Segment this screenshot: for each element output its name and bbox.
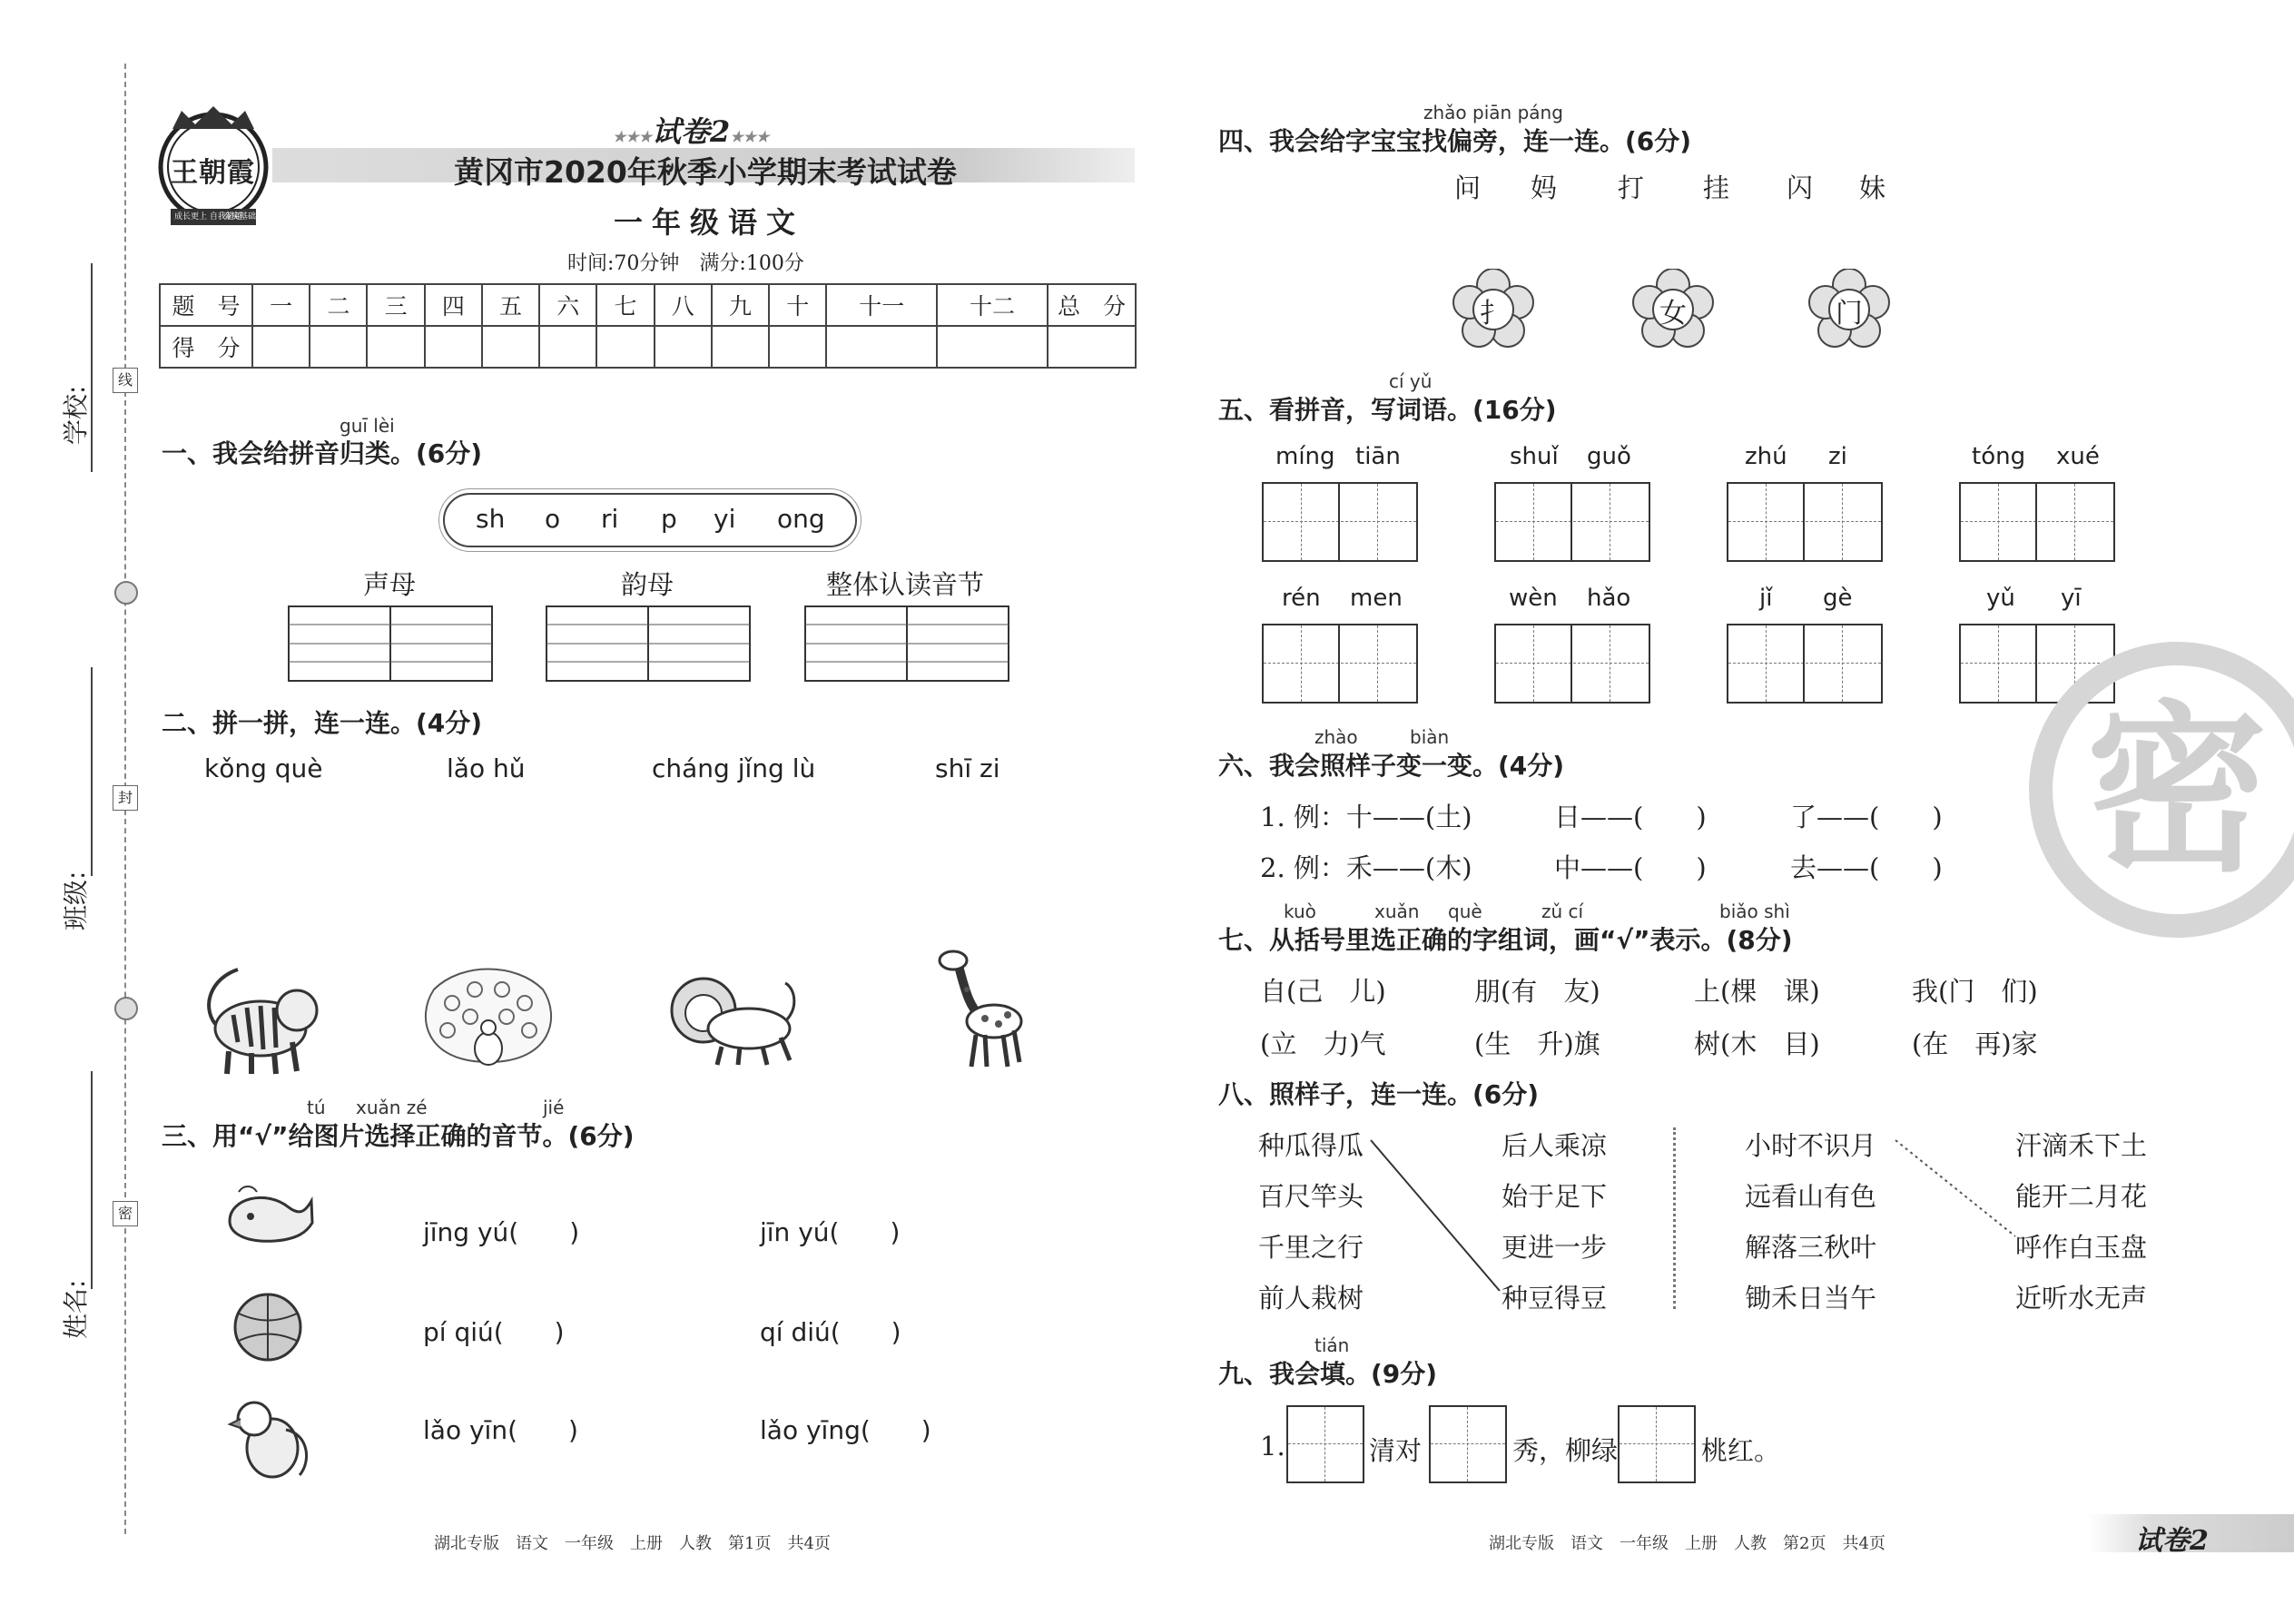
exam-banner (613, 109, 769, 151)
score-cell: 总 分 (1048, 284, 1136, 326)
score-cell: 三 (367, 284, 424, 326)
q3-option[interactable]: jīn yú( ) (760, 1217, 901, 1247)
q3-title: 三、用“√”给图片选择正确的音节。(6分) (162, 1121, 635, 1151)
q9-writing-grid[interactable] (1286, 1405, 1364, 1483)
q6-example: 2. 例：禾——(木) (1260, 852, 1472, 883)
q5-syllable: men (1350, 585, 1403, 612)
q8-phrase[interactable]: 前人栽树 (1258, 1283, 1364, 1314)
q5-syllable: xué (2056, 443, 2100, 470)
q2-word: kǒng què (204, 753, 323, 783)
q5-syllable: yī (2061, 585, 2082, 612)
page-footer-right: 湖北专版 语文 一年级 上册 人教 第2页 共4页 (1489, 1534, 1885, 1553)
q1-item: ri (601, 504, 619, 534)
q7-item[interactable]: (立 力)气 (1260, 1029, 1386, 1059)
score-cell: 八 (655, 284, 712, 326)
school-line (91, 263, 93, 472)
score-cell: 九 (712, 284, 769, 326)
q9-text: 桃红。 (1701, 1435, 1781, 1466)
q9-pinyin: tián (1314, 1334, 1350, 1356)
score-cell: 十二 (937, 284, 1048, 326)
q4-char: 挂 (1703, 172, 1730, 203)
q1-answer-grid[interactable] (804, 605, 1013, 684)
page-footer-left: 湖北专版 语文 一年级 上册 人教 第1页 共4页 (434, 1534, 831, 1553)
q8-phrase[interactable]: 后人乘凉 (1501, 1130, 1608, 1161)
name-line (91, 1071, 93, 1289)
q8-phrase[interactable]: 近听水无声 (2015, 1283, 2148, 1314)
q6-blank[interactable]: 中——( ) (1554, 852, 1707, 883)
q7-item[interactable]: 朋(有 友) (1474, 976, 1600, 1007)
score-input[interactable] (937, 326, 1048, 368)
score-input[interactable] (252, 326, 310, 368)
q7-item[interactable]: 树(木 目) (1694, 1029, 1820, 1059)
score-cell: 六 (539, 284, 596, 326)
name-label: 姓名: (61, 1279, 91, 1339)
q8-title: 八、照样子，连一连。(6分) (1218, 1079, 1540, 1109)
q3-option[interactable]: jīng yú( ) (423, 1217, 580, 1247)
q5-pinyin: cí yǔ (1389, 370, 1433, 392)
watermark-char: 密 (2085, 685, 2269, 897)
q5-writing-grid[interactable] (1494, 624, 1650, 704)
q8-phrase[interactable]: 能开二月花 (2015, 1181, 2148, 1212)
q8-phrase[interactable]: 种豆得豆 (1501, 1283, 1608, 1314)
q5-syllable: jǐ (1759, 585, 1773, 612)
score-input[interactable] (712, 326, 769, 368)
q5-syllable: wèn (1509, 585, 1558, 612)
score-input[interactable] (769, 326, 826, 368)
q5-writing-grid[interactable] (1959, 482, 2115, 562)
time-info: 时间:70分钟 满分:100分 (567, 252, 804, 275)
score-input[interactable] (425, 326, 482, 368)
q3-pinyin: tú (307, 1097, 326, 1118)
q5-syllable: gè (1823, 585, 1853, 612)
q2-word: cháng jǐng lù (652, 753, 816, 783)
whale-picture (225, 1185, 316, 1250)
q2-title: 二、拼一拼，连一连。(4分) (162, 708, 483, 738)
q1-category: 整体认读音节 (826, 569, 985, 600)
seal-dot-icon (114, 581, 138, 605)
seal-char-3: 密 (113, 1201, 138, 1226)
q8-phrase[interactable]: 锄禾日当午 (1745, 1283, 1877, 1314)
q8-phrase[interactable]: 更进一步 (1501, 1232, 1608, 1263)
q7-pinyin: zǔ cí (1541, 901, 1584, 922)
score-input[interactable] (1048, 326, 1136, 368)
q1-item: p (661, 504, 677, 534)
score-input[interactable] (310, 326, 367, 368)
q4-char: 问 (1454, 172, 1482, 203)
q7-pinyin: què (1448, 901, 1482, 922)
q6-example: 1. 例：十——(土) (1260, 802, 1472, 832)
q4-radical: 扌 (1480, 298, 1507, 330)
q5-syllable: hǎo (1587, 585, 1631, 612)
lion-picture[interactable] (667, 969, 803, 1069)
q5-title: 五、看拼音，写词语。(16分) (1218, 395, 1557, 425)
seal-dot-icon (114, 997, 138, 1020)
q8-phrase[interactable]: 种瓜得瓜 (1258, 1130, 1364, 1161)
q7-item[interactable]: 我(门 们) (1912, 976, 2038, 1007)
score-cell: 得 分 (160, 326, 252, 368)
q3-option[interactable]: lǎo yīng( ) (760, 1415, 931, 1445)
class-label: 班级: (61, 871, 91, 930)
q8-example-lines (1362, 1135, 2052, 1307)
q1-category: 韵母 (621, 569, 674, 600)
q2-word: shī zi (935, 753, 1000, 783)
q4-char: 妈 (1531, 172, 1558, 203)
q8-phrase[interactable]: 解落三秋叶 (1745, 1232, 1877, 1263)
score-cell: 四 (425, 284, 482, 326)
q7-pinyin: xuǎn (1374, 901, 1420, 922)
q4-char: 打 (1618, 172, 1645, 203)
score-cell: 十一 (826, 284, 937, 326)
class-line (91, 667, 93, 876)
q8-phrase[interactable]: 远看山有色 (1745, 1181, 1877, 1212)
q7-item[interactable]: (在 再)家 (1912, 1029, 2038, 1059)
q5-writing-grid[interactable] (1262, 482, 1418, 562)
q7-pinyin: kuò (1284, 901, 1316, 922)
q1-answer-grid[interactable] (288, 605, 497, 684)
q6-blank[interactable]: 了——( ) (1790, 802, 1943, 832)
q5-syllable: guǒ (1587, 443, 1631, 470)
star-icon: ★★★ (613, 128, 653, 145)
score-cell: 二 (310, 284, 367, 326)
banner-text: 试卷2 (652, 114, 731, 149)
q5-syllable: zhú (1745, 443, 1787, 470)
q3-option[interactable]: lǎo yīn( ) (423, 1415, 578, 1445)
q5-syllable: míng (1275, 443, 1335, 470)
q9-writing-grid[interactable] (1618, 1405, 1696, 1483)
q9-text: 清对 (1369, 1435, 1423, 1466)
score-input[interactable] (367, 326, 424, 368)
q1-pinyin: guī lèi (340, 415, 395, 437)
q9-line-number: 1. (1260, 1431, 1285, 1462)
q6-blank[interactable]: 去——( ) (1790, 852, 1943, 883)
q2-word: lǎo hǔ (447, 753, 526, 783)
q5-writing-grid[interactable] (1727, 624, 1883, 704)
score-cell: 十 (769, 284, 826, 326)
giraffe-picture[interactable] (930, 944, 1030, 1071)
q3-option[interactable]: pí qiú( ) (423, 1317, 565, 1347)
q6-pinyin: zhào (1314, 726, 1358, 748)
q3-option[interactable]: qí diú( ) (760, 1317, 901, 1347)
score-cell: 题 号 (160, 284, 252, 326)
q6-blank[interactable]: 日——( ) (1554, 802, 1707, 832)
q1-item: sh (476, 504, 506, 534)
q5-syllable: tóng (1972, 443, 2026, 470)
q7-item[interactable]: (生 升)旗 (1474, 1029, 1600, 1059)
seal-watermark (2023, 635, 2294, 944)
q8-phrase[interactable]: 百尺竿头 (1258, 1181, 1364, 1212)
logo-slogan: 成长更上 自我超越 (174, 212, 242, 221)
q3-pinyin: jié (543, 1097, 565, 1118)
peacock-picture[interactable] (416, 962, 561, 1080)
q4-radical: 门 (1836, 298, 1863, 330)
score-input[interactable] (596, 326, 654, 368)
q8-phrase[interactable]: 始于足下 (1501, 1181, 1608, 1212)
q8-phrase[interactable]: 小时不识月 (1745, 1130, 1877, 1161)
score-input[interactable] (482, 326, 539, 368)
seal-char-2: 封 (113, 785, 138, 811)
q1-answer-grid[interactable] (546, 605, 754, 684)
q7-pinyin: biǎo shì (1719, 901, 1790, 922)
star-icon: ★★★ (730, 128, 770, 145)
q1-item: o (545, 504, 561, 534)
score-input[interactable] (539, 326, 596, 368)
score-table (159, 283, 1137, 369)
score-input[interactable] (826, 326, 937, 368)
school-label: 学校: (61, 385, 91, 445)
logo-slogan: 夯实基础 巩固考点 (223, 212, 291, 221)
q4-pinyin: zhǎo piān páng (1423, 102, 1563, 123)
q6-title: 六、我会照样子变一变。(4分) (1218, 751, 1565, 781)
eagle-picture (222, 1393, 313, 1484)
q1-item: ong (777, 504, 825, 534)
footer-tag: 试卷2 (2135, 1525, 2209, 1557)
q7-item[interactable]: 自(己 儿) (1260, 976, 1386, 1007)
q9-writing-grid[interactable] (1429, 1405, 1507, 1483)
q8-phrase[interactable]: 呼作白玉盘 (2015, 1232, 2148, 1263)
exam-subject: 一年级语文 (614, 205, 805, 240)
q5-writing-grid[interactable] (1727, 482, 1883, 562)
q9-title: 九、我会填。(9分) (1218, 1359, 1438, 1389)
q1-title: 一、我会给拼音归类。(6分) (162, 438, 483, 468)
q3-pinyin: xuǎn zé (356, 1097, 428, 1118)
q7-item[interactable]: 上(棵 课) (1694, 976, 1820, 1007)
exam-title: 黄冈市2020年秋季小学期末考试试卷 (454, 154, 957, 190)
q8-phrase[interactable]: 千里之行 (1258, 1232, 1364, 1263)
seal-char-1: 线 (113, 368, 138, 393)
q7-title: 七、从括号里选正确的字组词，画“√”表示。(8分) (1218, 925, 1793, 955)
q5-syllable: shuǐ (1510, 443, 1559, 470)
score-entry-row (160, 326, 1136, 368)
q9-text: 秀，柳绿 (1512, 1435, 1619, 1466)
q5-syllable: tiān (1355, 443, 1401, 470)
q5-writing-grid[interactable] (1262, 624, 1418, 704)
q1-category: 声母 (363, 569, 417, 600)
q4-char: 闪 (1787, 172, 1814, 203)
q1-item: yi (714, 504, 736, 534)
q4-radical: 女 (1659, 298, 1687, 330)
q6-pinyin: biàn (1410, 726, 1450, 748)
q4-title: 四、我会给字宝宝找偏旁，连一连。(6分) (1218, 126, 1692, 156)
score-header-row (160, 284, 1136, 326)
q8-phrase[interactable]: 汗滴禾下土 (2015, 1130, 2148, 1161)
score-cell: 七 (596, 284, 654, 326)
q5-syllable: rén (1282, 585, 1321, 612)
q5-syllable: zi (1828, 443, 1847, 470)
logo-text: 王朝霞 (171, 157, 255, 189)
tiger-picture[interactable] (202, 951, 324, 1078)
q4-char: 妹 (1859, 172, 1886, 203)
q5-writing-grid[interactable] (1494, 482, 1650, 562)
score-cell: 五 (482, 284, 539, 326)
score-cell: 一 (252, 284, 310, 326)
q5-syllable: yǔ (1986, 585, 2015, 612)
ball-picture (231, 1291, 304, 1363)
score-input[interactable] (655, 326, 712, 368)
